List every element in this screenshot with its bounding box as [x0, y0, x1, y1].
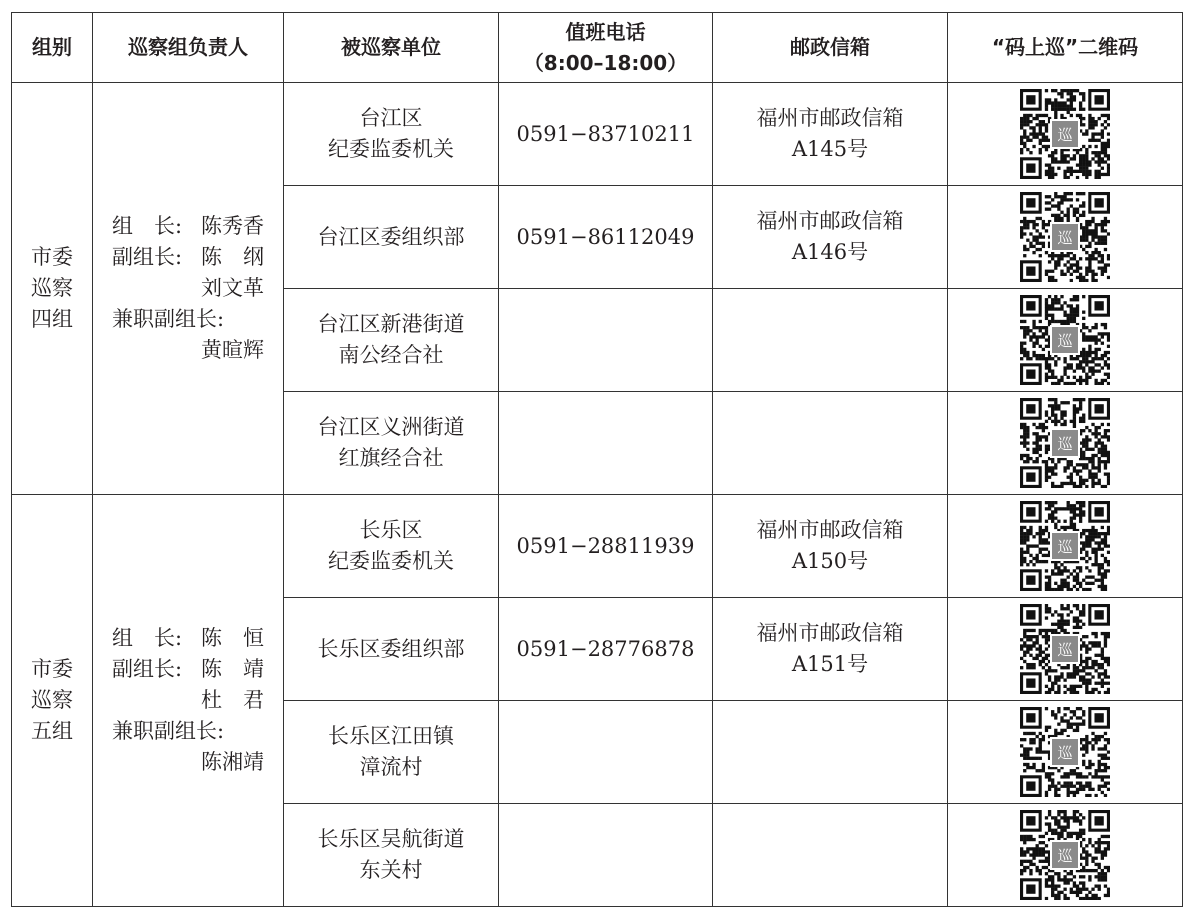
phone-cell — [499, 495, 713, 598]
parttime-name-line — [112, 747, 264, 778]
unit-cell — [284, 804, 499, 907]
header-group: 组别 — [12, 13, 93, 83]
mailbox-line: 福州市邮政信箱 — [756, 621, 904, 645]
unit-cell — [284, 598, 499, 701]
mailbox-cell — [713, 186, 948, 289]
unit-cell — [284, 701, 499, 804]
leader-line — [112, 623, 264, 654]
unit-line: 长乐区江田镇 — [328, 724, 454, 748]
header-phone-hours: （8:00–18:00） — [523, 50, 688, 75]
phone-number: 0591−86112049 — [516, 224, 695, 249]
unit-line: 台江区新港街道 — [317, 312, 465, 336]
inspection-table — [11, 12, 1183, 907]
mailbox-line: 福州市邮政信箱 — [756, 518, 904, 542]
deputy-line — [112, 242, 264, 273]
phone-cell — [499, 186, 713, 289]
mailbox-line: A151号 — [791, 652, 869, 676]
group-name-line: 巡察 — [31, 688, 73, 712]
leader-label: 组 长: — [112, 626, 183, 650]
mailbox-cell — [713, 598, 948, 701]
qr-code-icon[interactable] — [1020, 295, 1110, 385]
qr-logo-char: 巡 — [1057, 435, 1073, 453]
unit-cell — [284, 83, 499, 186]
phone-number: 0591−28811939 — [516, 533, 695, 558]
table-row — [12, 495, 1183, 598]
header-unit: 被巡察单位 — [284, 13, 499, 83]
qr-logo-char: 巡 — [1057, 641, 1073, 659]
qr-cell — [948, 83, 1183, 186]
unit-line: 漳流村 — [359, 755, 423, 779]
qr-cell — [948, 392, 1183, 495]
unit-line: 长乐区 — [359, 518, 423, 542]
unit-line: 长乐区吴航街道 — [317, 827, 465, 851]
qr-cell — [948, 495, 1183, 598]
qr-cell — [948, 701, 1183, 804]
phone-cell — [499, 701, 713, 804]
qr-code-icon[interactable] — [1020, 501, 1110, 591]
phone-cell — [499, 804, 713, 907]
phone-cell — [499, 392, 713, 495]
table-row — [12, 83, 1183, 186]
deputy-label: 副组长: — [112, 657, 183, 681]
group-name-line: 市委 — [31, 245, 73, 269]
parttime-name: 陈湘靖 — [201, 750, 264, 774]
leader-cell — [93, 83, 284, 495]
qr-logo-char: 巡 — [1057, 538, 1073, 556]
leader-block — [112, 211, 264, 366]
parttime-name-line — [112, 335, 264, 366]
deputy-name: 杜 君 — [201, 688, 264, 712]
mailbox-cell — [713, 83, 948, 186]
deputy-line-2 — [112, 273, 264, 304]
qr-logo-char: 巡 — [1057, 744, 1073, 762]
leader-block — [112, 623, 264, 778]
header-phone — [499, 13, 713, 83]
mailbox-cell — [713, 392, 948, 495]
mailbox-line: A150号 — [791, 549, 869, 573]
header-phone-title: 值班电话 — [565, 19, 646, 44]
qr-logo-char: 巡 — [1057, 126, 1073, 144]
qr-logo-char: 巡 — [1057, 332, 1073, 350]
qr-code-icon[interactable] — [1020, 89, 1110, 179]
group-name-line: 四组 — [31, 307, 73, 331]
unit-cell — [284, 289, 499, 392]
phone-cell — [499, 289, 713, 392]
mailbox-line: A145号 — [791, 137, 869, 161]
deputy-label: 副组长: — [112, 245, 183, 269]
mailbox-line: 福州市邮政信箱 — [756, 209, 904, 233]
header-row — [12, 13, 1183, 83]
group-name-cell — [12, 495, 93, 907]
unit-line: 长乐区委组织部 — [317, 636, 465, 661]
deputy-name: 刘文革 — [201, 276, 264, 300]
qr-logo-char: 巡 — [1057, 229, 1073, 247]
leader-name: 陈 恒 — [201, 626, 264, 650]
qr-code-icon[interactable] — [1020, 604, 1110, 694]
phone-cell — [499, 598, 713, 701]
unit-line: 台江区 — [359, 106, 423, 130]
parttime-name: 黄暄辉 — [201, 338, 264, 362]
phone-number: 0591−28776878 — [516, 636, 695, 661]
mailbox-cell — [713, 289, 948, 392]
qr-code-icon[interactable] — [1020, 707, 1110, 797]
unit-cell — [284, 495, 499, 598]
parttime-line — [112, 304, 264, 335]
qr-logo-char: 巡 — [1057, 847, 1073, 865]
mailbox-line: A146号 — [791, 240, 869, 264]
qr-cell — [948, 186, 1183, 289]
deputy-name: 陈 纲 — [201, 245, 264, 269]
leader-name: 陈秀香 — [201, 214, 264, 238]
unit-line: 台江区委组织部 — [317, 224, 465, 249]
leader-line — [112, 211, 264, 242]
parttime-label: 兼职副组长: — [112, 307, 225, 331]
header-qr: “码上巡”二维码 — [948, 13, 1183, 83]
qr-code-icon[interactable] — [1020, 192, 1110, 282]
unit-line: 红旗经合社 — [338, 446, 444, 470]
parttime-line — [112, 716, 264, 747]
header-mailbox: 邮政信箱 — [713, 13, 948, 83]
unit-cell — [284, 186, 499, 289]
mailbox-cell — [713, 701, 948, 804]
qr-code-icon[interactable] — [1020, 810, 1110, 900]
leader-label: 组 长: — [112, 214, 183, 238]
group-name-cell — [12, 83, 93, 495]
phone-number: 0591−83710211 — [516, 121, 695, 146]
qr-cell — [948, 804, 1183, 907]
unit-line: 纪委监委机关 — [328, 137, 454, 161]
qr-code-icon[interactable] — [1020, 398, 1110, 488]
mailbox-cell — [713, 804, 948, 907]
group-name-line: 市委 — [31, 657, 73, 681]
leader-cell — [93, 495, 284, 907]
group-name-line: 五组 — [31, 719, 73, 743]
qr-cell — [948, 598, 1183, 701]
deputy-line — [112, 654, 264, 685]
unit-line: 纪委监委机关 — [328, 549, 454, 573]
qr-cell — [948, 289, 1183, 392]
unit-cell — [284, 392, 499, 495]
deputy-line-2 — [112, 685, 264, 716]
mailbox-line: 福州市邮政信箱 — [756, 106, 904, 130]
unit-line: 台江区义洲街道 — [317, 415, 465, 439]
parttime-label: 兼职副组长: — [112, 719, 225, 743]
mailbox-cell — [713, 495, 948, 598]
unit-line: 东关村 — [359, 858, 423, 882]
unit-line: 南公经合社 — [338, 343, 444, 367]
group-name-line: 巡察 — [31, 276, 73, 300]
phone-cell — [499, 83, 713, 186]
header-leaders: 巡察组负责人 — [93, 13, 284, 83]
deputy-name: 陈 靖 — [201, 657, 264, 681]
